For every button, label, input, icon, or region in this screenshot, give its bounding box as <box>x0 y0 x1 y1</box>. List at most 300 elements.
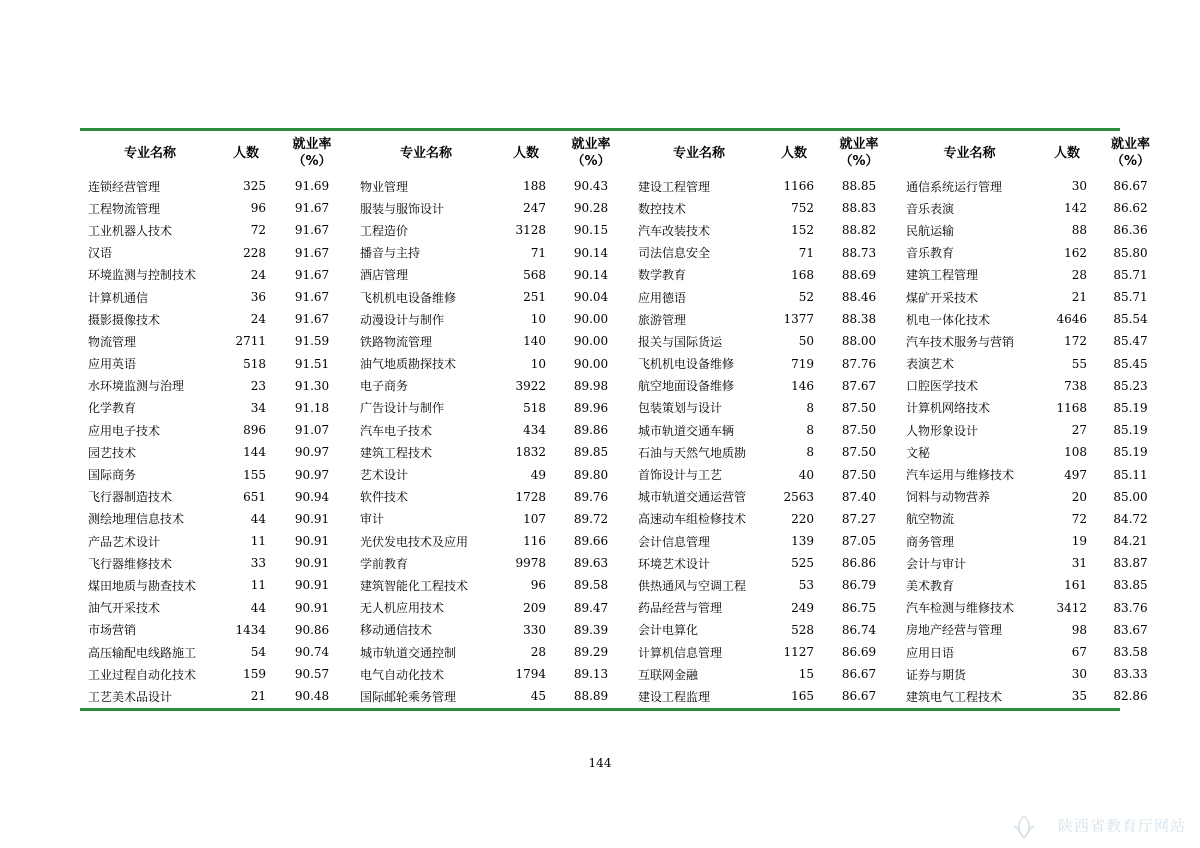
rate-cell: 83.58 <box>1113 645 1148 660</box>
count-cell: 162 <box>1064 245 1087 260</box>
rate-cell: 91.67 <box>294 290 330 305</box>
major-name-cell: 证券与期货 <box>906 667 967 682</box>
major-name-cell: 高速动车组检修技术 <box>638 512 747 527</box>
rate-cell: 85.11 <box>1113 467 1148 482</box>
major-name-cell: 包装策划与设计 <box>638 401 723 416</box>
rate-cell: 86.75 <box>841 600 877 615</box>
major-name-cell: 计算机信息管理 <box>638 645 723 660</box>
table-row <box>80 530 1168 552</box>
count-cell: 24 <box>250 267 266 282</box>
rate-cell: 91.67 <box>294 312 330 327</box>
count-cell: 161 <box>1064 578 1087 593</box>
count-cell: 2563 <box>783 489 814 504</box>
count-cell: 1794 <box>515 667 546 682</box>
table-row <box>80 663 1168 685</box>
major-name-cell: 表演艺术 <box>906 357 955 372</box>
count-cell: 140 <box>523 334 546 349</box>
major-name-cell: 移动通信技术 <box>360 623 433 638</box>
rate-cell: 90.91 <box>294 578 330 593</box>
rate-cell: 88.69 <box>841 267 877 282</box>
watermark-logo-icon <box>1010 814 1038 840</box>
major-name-cell: 药品经营与管理 <box>638 601 723 616</box>
major-name-cell: 工程造价 <box>360 223 409 238</box>
major-name-cell: 汽车技术服务与营销 <box>906 334 1015 349</box>
rate-cell: 85.45 <box>1113 356 1148 371</box>
table-row <box>80 264 1168 286</box>
count-cell: 72 <box>1071 511 1087 526</box>
major-name-cell: 学前教育 <box>360 556 409 571</box>
rate-cell: 90.15 <box>573 223 609 238</box>
rate-cell: 91.67 <box>294 201 330 216</box>
rate-cell: 85.23 <box>1113 378 1148 393</box>
table-row <box>80 286 1168 308</box>
major-name-cell: 煤矿开采技术 <box>906 290 979 305</box>
major-name-cell: 飞行器制造技术 <box>88 490 173 505</box>
count-cell: 52 <box>798 290 814 305</box>
count-cell: 35 <box>1071 689 1087 704</box>
rate-cell: 89.13 <box>573 667 609 682</box>
table-row <box>80 419 1168 441</box>
rate-cell: 87.27 <box>841 511 877 526</box>
rate-cell: 91.59 <box>294 334 330 349</box>
rate-cell: 85.47 <box>1113 334 1148 349</box>
major-name-cell: 软件技术 <box>360 490 409 505</box>
count-cell: 9978 <box>515 556 546 571</box>
rate-cell: 91.51 <box>294 356 330 371</box>
count-cell: 142 <box>1064 201 1087 216</box>
rate-cell: 88.38 <box>841 312 877 327</box>
rate-cell: 86.74 <box>841 622 877 637</box>
count-cell: 31 <box>1071 556 1087 571</box>
major-name-cell: 飞机机电设备维修 <box>360 290 457 305</box>
major-name-cell: 工业机器人技术 <box>88 223 173 238</box>
header-employment-rate <box>1093 131 1168 175</box>
major-name-cell: 动漫设计与制作 <box>360 312 445 327</box>
major-name-cell: 测绘地理信息技术 <box>88 512 185 527</box>
count-cell: 3128 <box>515 223 546 238</box>
count-cell: 8 <box>806 445 814 460</box>
major-name-cell: 产品艺术设计 <box>88 534 161 549</box>
count-cell: 72 <box>250 223 266 238</box>
count-cell: 53 <box>798 578 814 593</box>
rate-cell: 88.73 <box>841 245 877 260</box>
major-name-cell: 汽车电子技术 <box>360 423 433 438</box>
major-name-cell: 供热通风与空调工程 <box>638 578 747 593</box>
rate-cell: 91.07 <box>294 423 330 438</box>
major-name-cell: 文秘 <box>906 445 931 460</box>
count-cell: 10 <box>530 356 546 371</box>
count-cell: 325 <box>243 179 266 194</box>
table-row <box>80 597 1168 619</box>
rate-cell: 90.00 <box>573 334 609 349</box>
rate-cell: 89.85 <box>573 445 609 460</box>
major-name-cell: 物业管理 <box>360 179 409 194</box>
count-cell: 1434 <box>235 622 266 637</box>
header-count: 人数 <box>512 145 539 161</box>
employment-rate-table <box>80 131 1168 708</box>
rate-cell: 90.57 <box>294 667 330 682</box>
count-cell: 96 <box>250 201 266 216</box>
rate-cell: 91.30 <box>294 378 330 393</box>
count-cell: 20 <box>1071 489 1087 504</box>
header-major-name: 专业名称 <box>672 145 725 161</box>
major-name-cell: 国际商务 <box>88 468 137 483</box>
count-cell: 11 <box>250 534 266 549</box>
rate-cell: 85.19 <box>1113 445 1148 460</box>
major-name-cell: 航空物流 <box>906 512 955 527</box>
major-name-cell: 数控技术 <box>638 201 687 216</box>
rate-cell: 87.40 <box>841 489 877 504</box>
rate-cell: 86.36 <box>1113 223 1148 238</box>
header-rate-line1: 就业率 <box>839 137 879 152</box>
rate-cell: 88.83 <box>841 201 877 216</box>
header-rate-line2: （%） <box>571 154 611 169</box>
count-cell: 1168 <box>1056 400 1087 415</box>
table-row <box>80 375 1168 397</box>
major-name-cell: 机电一体化技术 <box>906 312 991 327</box>
count-cell: 568 <box>523 267 546 282</box>
major-name-cell: 高压输配电线路施工 <box>88 645 197 660</box>
count-cell: 220 <box>791 511 814 526</box>
count-cell: 19 <box>1071 534 1087 549</box>
rate-cell: 82.86 <box>1113 689 1148 704</box>
rate-cell: 84.21 <box>1113 534 1148 549</box>
count-cell: 49 <box>530 467 546 482</box>
major-name-cell: 园艺技术 <box>88 445 137 460</box>
count-cell: 188 <box>523 179 546 194</box>
major-name-cell: 建筑工程管理 <box>906 268 979 283</box>
major-name-cell: 应用电子技术 <box>88 423 161 438</box>
table-row <box>80 463 1168 485</box>
table-row <box>80 242 1168 264</box>
major-name-cell: 摄影摄像技术 <box>88 312 161 327</box>
watermark: 陕西省教育厅网站 <box>1057 817 1186 835</box>
rate-cell: 87.50 <box>841 445 877 460</box>
count-cell: 651 <box>243 489 266 504</box>
rate-cell: 87.50 <box>841 423 877 438</box>
count-cell: 67 <box>1071 645 1087 660</box>
count-cell: 525 <box>791 556 814 571</box>
major-name-cell: 电气自动化技术 <box>360 667 445 682</box>
major-name-cell: 司法信息安全 <box>638 246 711 261</box>
rate-cell: 83.67 <box>1113 622 1148 637</box>
rate-cell: 90.00 <box>573 312 609 327</box>
rate-cell: 85.00 <box>1113 489 1148 504</box>
major-name-cell: 会计信息管理 <box>638 534 711 549</box>
count-cell: 71 <box>530 245 546 260</box>
major-name-cell: 报关与国际货运 <box>638 334 723 349</box>
major-name-cell: 应用德语 <box>638 290 687 305</box>
header-major-name: 专业名称 <box>123 145 176 161</box>
major-name-cell: 航空地面设备维修 <box>638 379 735 394</box>
count-cell: 54 <box>250 645 266 660</box>
count-cell: 27 <box>1071 423 1087 438</box>
major-name-cell: 市场营销 <box>88 623 137 638</box>
header-count: 人数 <box>232 145 259 161</box>
major-name-cell: 建设工程监理 <box>638 689 711 704</box>
major-name-cell: 汽车改装技术 <box>638 223 711 238</box>
rate-cell: 89.39 <box>573 622 609 637</box>
major-name-cell: 服装与服饰设计 <box>360 201 445 216</box>
header-rate-line1: 就业率 <box>571 137 611 152</box>
major-name-cell: 商务管理 <box>906 534 955 549</box>
header-rate-line1: 就业率 <box>292 137 332 152</box>
rate-cell: 90.91 <box>294 534 330 549</box>
rate-cell: 89.66 <box>573 534 609 549</box>
rate-cell: 89.76 <box>573 489 609 504</box>
table-row <box>80 552 1168 574</box>
count-cell: 172 <box>1064 334 1087 349</box>
count-cell: 1166 <box>783 179 814 194</box>
major-name-cell: 城市轨道交通控制 <box>360 645 457 660</box>
count-cell: 21 <box>250 689 266 704</box>
count-cell: 8 <box>806 423 814 438</box>
count-cell: 71 <box>798 245 814 260</box>
rate-cell: 86.69 <box>841 645 877 660</box>
header-major-name: 专业名称 <box>399 145 452 161</box>
major-name-cell: 城市轨道交通车辆 <box>638 423 735 438</box>
table-body <box>80 175 1168 708</box>
count-cell: 36 <box>250 290 266 305</box>
header-rate-line2: （%） <box>839 154 879 169</box>
header-rate-line1: 就业率 <box>1110 137 1150 152</box>
rate-cell: 87.50 <box>841 400 877 415</box>
major-name-cell: 工业过程自动化技术 <box>88 667 197 682</box>
major-name-cell: 连锁经营管理 <box>88 179 161 194</box>
rate-cell: 87.76 <box>841 356 877 371</box>
rate-cell: 85.71 <box>1113 290 1148 305</box>
count-cell: 28 <box>1071 267 1087 282</box>
major-name-cell: 数学教育 <box>638 268 687 283</box>
rate-cell: 90.94 <box>294 489 330 504</box>
rate-cell: 89.98 <box>573 378 609 393</box>
count-cell: 497 <box>1064 467 1087 482</box>
major-name-cell: 酒店管理 <box>360 268 409 283</box>
header-count: 人数 <box>780 145 807 161</box>
count-cell: 1377 <box>783 312 814 327</box>
table-row <box>80 175 1168 197</box>
major-name-cell: 审计 <box>360 512 385 527</box>
major-name-cell: 水环境监测与治理 <box>88 379 185 394</box>
major-name-cell: 音乐表演 <box>906 201 955 216</box>
major-name-cell: 通信系统运行管理 <box>906 179 1003 194</box>
count-cell: 8 <box>806 400 814 415</box>
rate-cell: 85.71 <box>1113 267 1148 282</box>
major-name-cell: 飞行器维修技术 <box>88 556 173 571</box>
rate-cell: 88.82 <box>841 223 877 238</box>
rate-cell: 86.79 <box>841 578 877 593</box>
major-name-cell: 人物形象设计 <box>906 423 979 438</box>
count-cell: 518 <box>523 400 546 415</box>
rate-cell: 90.14 <box>573 245 609 260</box>
major-name-cell: 会计与审计 <box>906 556 967 571</box>
major-name-cell: 汽车检测与维修技术 <box>906 601 1015 616</box>
rate-cell: 91.69 <box>294 179 330 194</box>
count-cell: 15 <box>798 667 814 682</box>
count-cell: 33 <box>250 556 266 571</box>
count-cell: 44 <box>250 511 266 526</box>
rate-cell: 91.67 <box>294 245 330 260</box>
table-row <box>80 330 1168 352</box>
count-cell: 50 <box>798 334 814 349</box>
count-cell: 55 <box>1071 356 1087 371</box>
table-row <box>80 219 1168 241</box>
count-cell: 152 <box>791 223 814 238</box>
major-name-cell: 建筑工程技术 <box>360 445 433 460</box>
rate-cell: 90.14 <box>573 267 609 282</box>
count-cell: 1832 <box>515 445 546 460</box>
rate-cell: 91.18 <box>294 400 330 415</box>
rate-cell: 90.00 <box>573 356 609 371</box>
rate-cell: 88.00 <box>841 334 877 349</box>
rate-cell: 89.58 <box>573 578 609 593</box>
count-cell: 23 <box>250 378 266 393</box>
rate-cell: 87.67 <box>841 378 877 393</box>
count-cell: 251 <box>523 290 546 305</box>
header-major-name: 专业名称 <box>943 145 996 161</box>
major-name-cell: 房地产经营与管理 <box>906 623 1003 638</box>
rate-cell: 89.96 <box>573 400 609 415</box>
count-cell: 434 <box>523 423 546 438</box>
table-row <box>80 197 1168 219</box>
major-name-cell: 汽车运用与维修技术 <box>906 468 1015 483</box>
table-row <box>80 308 1168 330</box>
count-cell: 155 <box>243 467 266 482</box>
count-cell: 28 <box>530 645 546 660</box>
header-rate-line2: （%） <box>292 154 332 169</box>
table-row <box>80 441 1168 463</box>
rate-cell: 90.48 <box>294 689 330 704</box>
rate-cell: 86.62 <box>1113 201 1148 216</box>
rate-cell: 87.05 <box>841 534 877 549</box>
rate-cell: 90.43 <box>573 179 609 194</box>
major-name-cell: 互联网金融 <box>638 667 699 682</box>
major-name-cell: 油气地质勘探技术 <box>360 357 457 372</box>
rate-cell: 90.86 <box>294 622 330 637</box>
major-name-cell: 电子商务 <box>360 379 409 394</box>
rate-cell: 90.91 <box>294 511 330 526</box>
table-row <box>80 397 1168 419</box>
major-name-cell: 城市轨道交通运营管 <box>638 490 747 505</box>
rate-cell: 85.80 <box>1113 245 1148 260</box>
count-cell: 144 <box>243 445 266 460</box>
count-cell: 139 <box>791 534 814 549</box>
major-name-cell: 飞机机电设备维修 <box>638 357 735 372</box>
count-cell: 168 <box>791 267 814 282</box>
count-cell: 44 <box>250 600 266 615</box>
rate-cell: 89.80 <box>573 467 609 482</box>
major-name-cell: 广告设计与制作 <box>360 401 445 416</box>
employment-rate-table-container <box>80 128 1151 711</box>
rate-cell: 90.04 <box>573 290 609 305</box>
major-name-cell: 石油与天然气地质勘 <box>638 445 747 460</box>
major-name-cell: 工艺美术品设计 <box>88 689 173 704</box>
rate-cell: 83.85 <box>1113 578 1148 593</box>
rate-cell: 91.67 <box>294 223 330 238</box>
major-name-cell: 口腔医学技术 <box>906 379 979 394</box>
rate-cell: 89.29 <box>573 645 609 660</box>
header-employment-rate <box>272 131 352 175</box>
major-name-cell: 旅游管理 <box>638 312 687 327</box>
table-header <box>80 131 1168 175</box>
rate-cell: 86.67 <box>1113 179 1148 194</box>
rate-cell: 90.28 <box>573 201 609 216</box>
rate-cell: 90.74 <box>294 645 330 660</box>
major-name-cell: 应用英语 <box>88 357 137 372</box>
count-cell: 159 <box>243 667 266 682</box>
count-cell: 247 <box>523 201 546 216</box>
count-cell: 528 <box>791 622 814 637</box>
rate-cell: 83.87 <box>1113 556 1148 571</box>
count-cell: 738 <box>1064 378 1087 393</box>
count-cell: 34 <box>250 400 266 415</box>
major-name-cell: 无人机应用技术 <box>360 601 445 616</box>
count-cell: 98 <box>1071 622 1087 637</box>
major-name-cell: 计算机通信 <box>88 290 149 305</box>
major-name-cell: 化学教育 <box>88 401 137 416</box>
count-cell: 88 <box>1071 223 1087 238</box>
count-cell: 21 <box>1071 290 1087 305</box>
major-name-cell: 首饰设计与工艺 <box>638 468 723 483</box>
rate-cell: 89.72 <box>573 511 609 526</box>
rate-cell: 86.67 <box>841 689 877 704</box>
count-cell: 10 <box>530 312 546 327</box>
table-row <box>80 508 1168 530</box>
major-name-cell: 建筑智能化工程技术 <box>360 578 469 593</box>
table-row <box>80 641 1168 663</box>
count-cell: 4646 <box>1056 312 1087 327</box>
rate-cell: 85.19 <box>1113 423 1148 438</box>
header-count: 人数 <box>1053 145 1080 161</box>
count-cell: 45 <box>530 689 546 704</box>
count-cell: 3922 <box>515 378 546 393</box>
major-name-cell: 艺术设计 <box>360 468 409 483</box>
rate-cell: 90.91 <box>294 600 330 615</box>
count-cell: 896 <box>243 423 266 438</box>
major-name-cell: 国际邮轮乘务管理 <box>360 689 457 704</box>
count-cell: 1127 <box>783 645 814 660</box>
count-cell: 165 <box>791 689 814 704</box>
major-name-cell: 会计电算化 <box>638 623 699 638</box>
major-name-cell: 油气开采技术 <box>88 601 161 616</box>
count-cell: 3412 <box>1056 600 1087 615</box>
major-name-cell: 音乐教育 <box>906 246 955 261</box>
count-cell: 249 <box>791 600 814 615</box>
count-cell: 11 <box>250 578 266 593</box>
major-name-cell: 建设工程管理 <box>638 179 711 194</box>
rate-cell: 89.47 <box>573 600 609 615</box>
table-row <box>80 353 1168 375</box>
major-name-cell: 物流管理 <box>88 334 137 349</box>
page-number: 144 <box>588 756 612 770</box>
major-name-cell: 饲料与动物营养 <box>906 490 991 505</box>
table-row <box>80 619 1168 641</box>
rate-cell: 86.67 <box>841 667 877 682</box>
rate-cell: 90.91 <box>294 556 330 571</box>
count-cell: 108 <box>1064 445 1087 460</box>
rate-cell: 89.86 <box>573 423 609 438</box>
major-name-cell: 环境艺术设计 <box>638 556 711 571</box>
rate-cell: 88.46 <box>841 290 877 305</box>
major-name-cell: 铁路物流管理 <box>360 334 433 349</box>
rate-cell: 90.97 <box>294 467 330 482</box>
major-name-cell: 汉语 <box>88 246 113 261</box>
major-name-cell: 工程物流管理 <box>88 201 161 216</box>
major-name-cell: 环境监测与控制技术 <box>88 268 197 283</box>
count-cell: 30 <box>1071 667 1087 682</box>
major-name-cell: 建筑电气工程技术 <box>906 689 1003 704</box>
table-row <box>80 486 1168 508</box>
